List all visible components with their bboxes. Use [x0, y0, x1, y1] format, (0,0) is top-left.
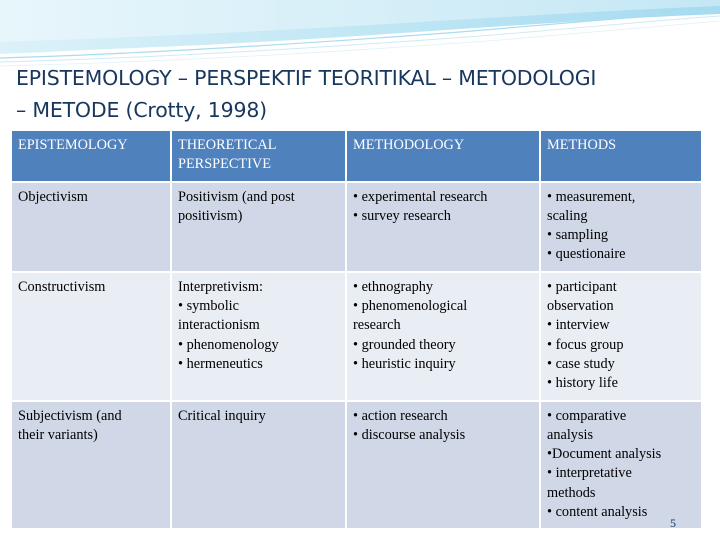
- cell-text-line: research: [353, 317, 401, 334]
- cell-text-line: Objectivism: [18, 188, 88, 205]
- cell-methods: [540, 272, 702, 401]
- cell-epistemology: [12, 401, 171, 530]
- table-row-subjectivism: [12, 401, 702, 530]
- cell-methodology: [346, 272, 540, 401]
- cell-text-line: •Document analysis: [547, 446, 662, 463]
- cell-methodology: [346, 182, 540, 272]
- cell-text-line: • symbolic: [178, 298, 239, 315]
- cell-text-line: interactionism: [178, 317, 260, 334]
- cell-text-line: • survey research: [353, 207, 451, 224]
- cell-text-line: their variants): [18, 426, 98, 443]
- cell-text-line: positivism): [178, 207, 243, 224]
- table-header-row: [12, 131, 702, 182]
- cell-text-line: • questionaire: [547, 246, 626, 263]
- cell-text-line: Critical inquiry: [178, 407, 266, 424]
- table-row-constructivism: [12, 272, 702, 401]
- header-methodology: [346, 131, 540, 182]
- cell-text-line: EPISTEMOLOGY: [18, 137, 128, 153]
- cell-methods: [540, 182, 702, 272]
- cell-text-line: observation: [547, 298, 614, 315]
- cell-text-line: • case study: [547, 355, 615, 372]
- cell-epistemology: [12, 182, 171, 272]
- cell-text-line: PERSPECTIVE: [178, 156, 271, 173]
- cell-methods: [540, 401, 702, 530]
- cell-text-line: • experimental research: [353, 188, 488, 205]
- header-theoretical-perspective: [171, 131, 346, 182]
- cell-text-line: Positivism (and post: [178, 188, 295, 205]
- cell-text-line: methods: [547, 484, 596, 501]
- cell-text-line: Subjectivism (and: [18, 407, 122, 424]
- cell-text-line: • content analysis: [547, 504, 648, 521]
- cell-text-line: Constructivism: [18, 278, 106, 295]
- cell-text-line: scaling: [547, 207, 588, 224]
- cell-text-line: • action research: [353, 407, 448, 424]
- slide-title-line-1: EPISTEMOLOGY – PERSPEKTIF TEORITIKAL – METODOLOGI: [16, 66, 597, 90]
- cell-text-line: • hermeneutics: [178, 355, 263, 372]
- cell-text-line: Interpretivism:: [178, 278, 263, 295]
- cell-theoretical-perspective: [171, 401, 346, 530]
- cell-epistemology: [12, 272, 171, 401]
- cell-text-line: • history life: [547, 375, 618, 392]
- cell-text-line: • comparative: [547, 407, 627, 424]
- cell-text-line: • participant: [547, 278, 617, 295]
- cell-text-line: analysis: [547, 426, 594, 443]
- cell-text-line: • heuristic inquiry: [353, 355, 456, 372]
- page-number: 5: [670, 516, 676, 530]
- cell-text-line: • interview: [547, 317, 610, 334]
- cell-text-line: • discourse analysis: [353, 426, 466, 443]
- cell-text-line: • measurement,: [547, 188, 636, 205]
- cell-text-line: METHODOLOGY: [353, 137, 465, 153]
- header-epistemology: [12, 131, 171, 182]
- cell-text-line: • ethnography: [353, 278, 434, 295]
- cell-theoretical-perspective: [171, 272, 346, 401]
- slide-title-line-2: – METODE (Crotty, 1998): [16, 98, 267, 122]
- cell-text-line: • sampling: [547, 227, 608, 244]
- header-methods: [540, 131, 702, 182]
- cell-text-line: • grounded theory: [353, 336, 456, 353]
- cell-text-line: • interpretative: [547, 465, 632, 482]
- header-wave-decoration: [0, 0, 720, 70]
- cell-theoretical-perspective: [171, 182, 346, 272]
- table-row-objectivism: [12, 182, 702, 272]
- slide-title: [16, 62, 706, 126]
- epistemology-table: [12, 131, 703, 530]
- cell-text-line: • focus group: [547, 336, 624, 353]
- cell-text-line: THEORETICAL: [178, 137, 277, 153]
- cell-text-line: METHODS: [547, 137, 617, 153]
- cell-methodology: [346, 401, 540, 530]
- cell-text-line: • phenomenology: [178, 336, 279, 353]
- cell-text-line: • phenomenological: [353, 298, 468, 315]
